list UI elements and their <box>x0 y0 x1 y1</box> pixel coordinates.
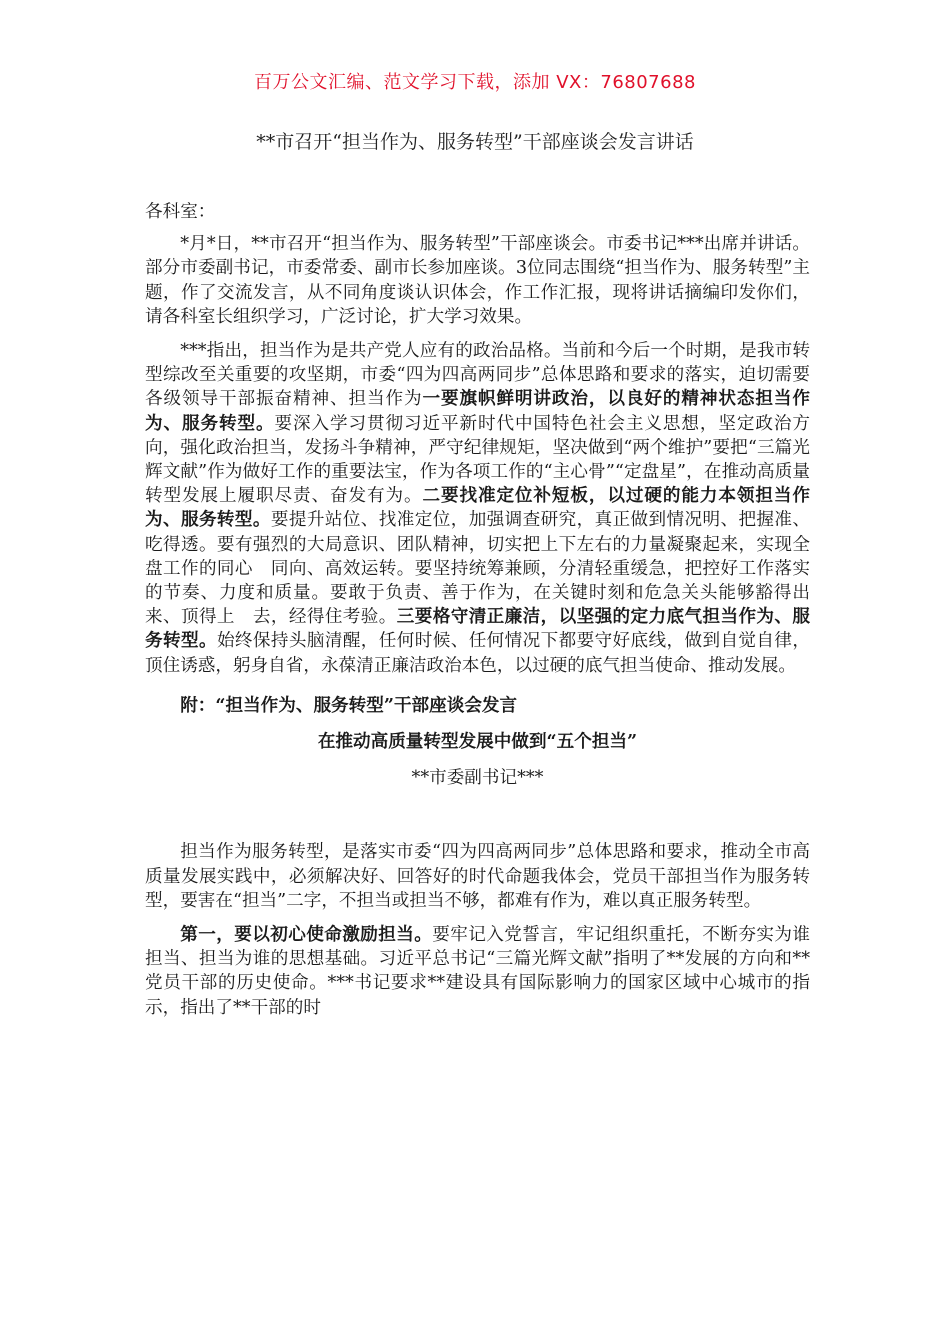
salutation: 各科室： <box>145 202 216 222</box>
first-point-text: 要牢记入党誓言，牢记组织重托，不断夯实为谁担当、担当为谁的思想基础。习近平总书记“三篇光辉文献”指明了**发展的方向和**党员干部的历史使命。***书记要求**建设具有国际影响力的国家区域中心城市的指示，指出了**干部的时 <box>145 925 810 1018</box>
point3-heading: 三要格守清正廉洁，以坚强的定力底气担当作为、服务转型。 <box>145 606 810 652</box>
point3-text: 始终保持头脑清醒，任何时候、任何情况下都要守好底线，做到自觉自律，顶住诱惑，躬身自省，永葆清正廉洁政治本色，以过硬的底气担当使命、推动发展。 <box>145 631 810 676</box>
download-banner: 百万公文汇编、范文学习下载，添加 VX：76807688 <box>254 72 696 93</box>
paragraph-meeting-summary: *月*日，**市召开“担当作为、服务转型”干部座谈会。市委书记***出席并讲话。部分市委副书记，市委常委、副市长参加座谈。3位同志围绕“担当作为、服务转型”主题，作了交流发言，从不同角度谈认识体会，作工作汇报，现将讲话摘编印发你们，请各科室长组织学习，广泛讨论，扩大学习效果。 <box>145 234 810 327</box>
point2-text: 要提升站位、找准定位，加强调查研究，真正做到情况明、把握准、吃得透。要有强烈的大局意识、团队精神，切实把上下左右的力量凝聚起来，实现全盘工作的同心 同向、高效运转。要坚持统筹兼顾，分清轻重缓急，把控好工作落实的节奏、力度和质量。要敢于负责、善于作为，在关键时刻和危急关头能够豁得出来、顶得上 去，经得住考验。 <box>145 510 810 628</box>
appendix-heading: 附：“担当作为、服务转型”干部座谈会发言 <box>180 694 518 716</box>
point1-heading: 一要旗帜鲜明讲政治，以良好的精神状态担当作为、服务转型。 <box>145 388 810 434</box>
paragraph-secretary-remarks <box>145 339 810 678</box>
first-point-heading: 第一，要以初心使命激励担当。 <box>180 924 433 946</box>
speech-paragraph-first <box>145 923 810 1020</box>
remarks-intro: ***指出，担当作为是共产党人应有的政治品格。当前和今后一个时期，是我市转型综改至关重要的攻坚期，市委“四为四高两同步”总体思路和要求的落实，迫切需要各级领导干部振奋精神、担当作为 <box>145 341 810 410</box>
document-body <box>145 200 810 1020</box>
point2-heading: 二要找准定位补短板，以过硬的能力本领担当作为、服务转型。 <box>145 485 810 531</box>
document-title: **市召开“担当作为、服务转型”干部座谈会发言讲话 <box>256 131 694 153</box>
speech-paragraph-intro: 担当作为服务转型，是落实市委“四为四高两同步”总体思路和要求，推动全市高质量发展实践中，必须解决好、回答好的时代命题我体会，党员干部担当作为服务转型，要害在“担当”二字，不担当或担当不够，都难有作为，难以真正服务转型。 <box>145 842 810 911</box>
speech-author: **市委副书记*** <box>411 768 544 789</box>
point1-text: 要深入学习贯彻习近平新时代中国特色社会主义思想，坚定政治方向，强化政治担当，发扬斗争精神，严守纪律规矩，坚决做到“两个维护”要把“三篇光辉文献”作为做好工作的重要法宝，作为各项工作的“主心骨”“定盘星”，在推动高质量转型发展上履职尽责、奋发有为。 <box>145 413 810 507</box>
speech-title: 在推动高质量转型发展中做到“五个担当” <box>317 731 638 753</box>
